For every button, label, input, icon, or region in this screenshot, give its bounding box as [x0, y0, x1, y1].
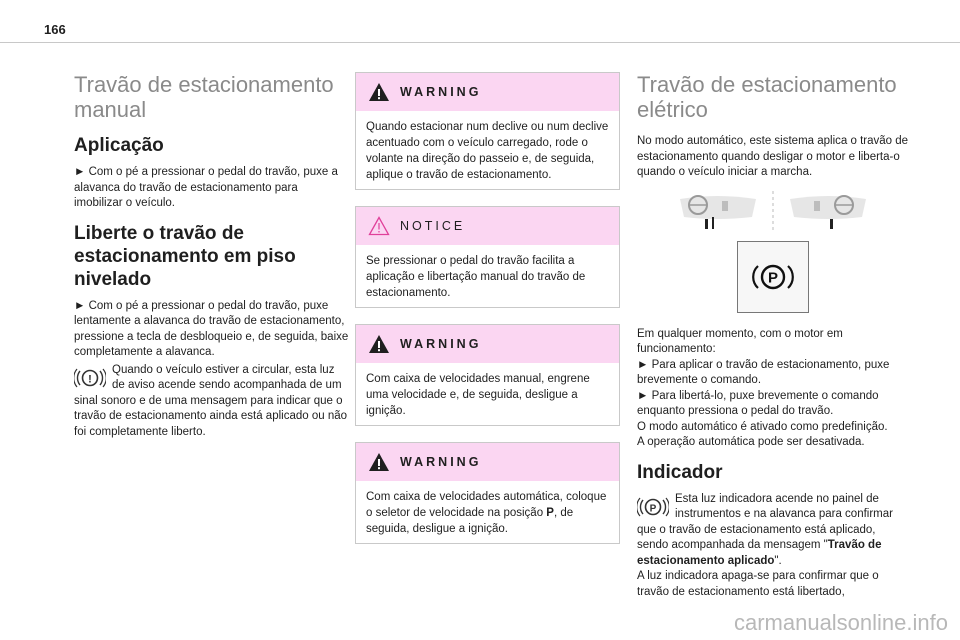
indicator-text-part: Esta luz indicadora acende no painel de instrumentos e na alavanca para confirmar que o travão de estacionamento está aplicado, sendo acompanhada da mensagem " [637, 492, 893, 551]
divider-line [770, 191, 776, 231]
callout-title: WARNING [400, 455, 482, 469]
svg-text:P: P [767, 269, 779, 286]
warning-light-paragraph [74, 363, 349, 441]
aplicacao-text: ► Com o pé a pressionar o pedal do travão, puxe a alavanca do travão de estacionamento para imobilizar o veículo. [74, 166, 338, 209]
page-number: 166 [44, 22, 66, 37]
liberte-text: ► Com o pé a pressionar o pedal do travão, puxe lentamente a alavanca do travão de estacionamento, pressione a tecla de desbloqueio e, de seguida, baixe completamente a alavanca. [74, 299, 349, 358]
warning-callout [355, 72, 620, 190]
warning-triangle-icon [368, 452, 390, 472]
heading-aplicacao: Aplicação [74, 135, 164, 156]
heading-indicador: Indicador [637, 461, 723, 483]
callout-header [356, 207, 619, 245]
column-manual-brake [74, 72, 349, 450]
callout-text: Quando estacionar num declive ou num declive acentuado com o veículo carregado, rode o volante na direção do passeio e, de seguida, aplique o travão de estacionamento. [366, 121, 609, 181]
warning-triangle-icon [368, 82, 390, 102]
steering-wheel-icon [784, 191, 874, 231]
watermark: carmanualsonline.info [733, 610, 948, 635]
callout-header [356, 443, 619, 481]
heading-liberte: Liberte o travão de estacionamento em piso nivelado [74, 222, 296, 290]
brake-warning-light-icon [74, 365, 106, 391]
indicator-message: Travão de estacionamento aplicado [637, 539, 882, 567]
warning-callout [355, 442, 620, 544]
column-electric-brake [637, 72, 909, 610]
callout-header [356, 73, 619, 111]
indicator-text [637, 492, 909, 601]
parking-brake-p-icon [747, 257, 799, 297]
callout-title: NOTICE [400, 219, 466, 233]
gear-position-p: P [546, 507, 554, 519]
callout-title: WARNING [400, 337, 482, 351]
warning-light-text: Quando o veículo estiver a circular, esta luz de aviso acende sendo acompanhada de um sinal sonoro e de uma mensagem para indicar que o travão de estacionamento ainda está aplicado ou não foi completamente liberto. [74, 363, 348, 438]
warning-triangle-icon [368, 334, 390, 354]
callout-text: Com caixa de velocidades manual, engrene uma velocidade e, de seguida, desligue a ignição. [366, 373, 590, 417]
column-callouts [355, 72, 620, 560]
indicator-text-part: ". A luz indicadora apaga-se para confirmar que o travão de estacionamento está libertado, [637, 554, 879, 598]
steering-wheel-icon [672, 191, 762, 231]
notice-callout [355, 206, 620, 308]
callout-text-part: Com caixa de velocidades automática, coloque o seletor de velocidade na posição [366, 491, 607, 519]
callout-title: WARNING [400, 85, 482, 99]
parking-brake-indicator-icon [637, 494, 669, 520]
indicator-paragraph [637, 492, 909, 601]
callout-text: Se pressionar o pedal do travão facilita a aplicação e libertação manual do travão de estacionamento. [366, 255, 586, 299]
operation-text: Em qualquer momento, com o motor em funcionamento: ► Para aplicar o travão de estacionamento, puxe brevemente o comando. ► Para libertá-lo, puxe brevemente o comando enquanto pressiona o pedal do travão. O modo automático é ativado como predefinição. A operação automática pode ser desativada. [637, 327, 890, 448]
warning-callout [355, 324, 620, 426]
steering-illustration [637, 191, 909, 231]
notice-triangle-icon [368, 216, 390, 236]
electric-intro: No modo automático, este sistema aplica o travão de estacionamento quando desligar o motor e liberta-o quando o veículo iniciar a marcha. [637, 135, 909, 178]
callout-header [356, 325, 619, 363]
svg-text:!: ! [88, 373, 92, 385]
section-title-electric: Travão de estacionamento elétrico [637, 72, 897, 122]
header-rule [0, 42, 960, 43]
callout-text-part: , de seguida, desligue a ignição. [366, 507, 574, 535]
svg-text:P: P [649, 503, 657, 514]
parking-brake-switch-image [737, 241, 809, 313]
section-title-manual: Travão de estacionamento manual [74, 72, 334, 122]
callout-text [356, 481, 619, 543]
